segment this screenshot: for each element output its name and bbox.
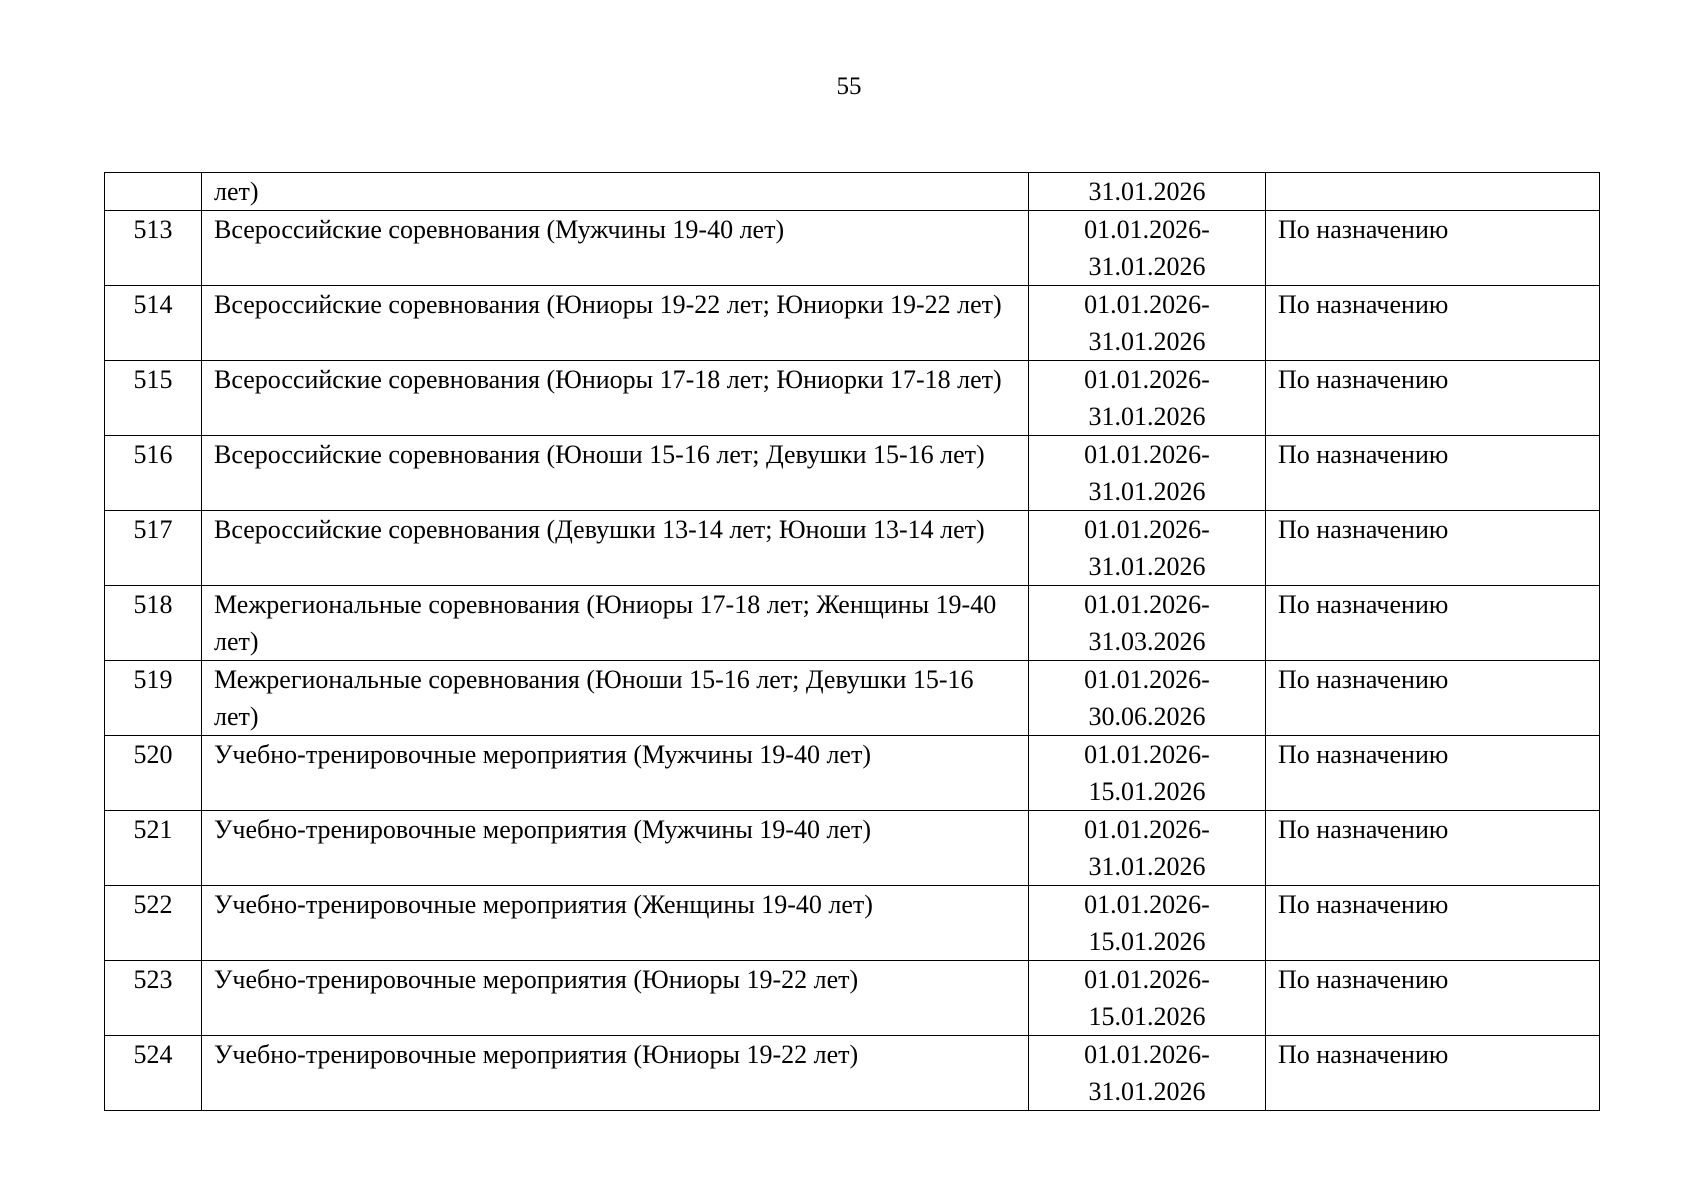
event-name-cell: лет) [202,173,1029,211]
row-number-cell: 519 [105,661,202,736]
event-date-cell: 01.01.2026- 31.01.2026 [1029,436,1266,511]
event-note-cell: По назначению [1266,811,1600,886]
event-name-cell: Учебно-тренировочные мероприятия (Женщины 19-40 лет) [202,886,1029,961]
event-date-cell: 01.01.2026- 31.01.2026 [1029,211,1266,286]
event-date-cell: 01.01.2026- 15.01.2026 [1029,961,1266,1036]
table-body [105,173,1600,1111]
event-name-cell: Учебно-тренировочные мероприятия (Юниоры 19-22 лет) [202,961,1029,1036]
event-date-cell: 01.01.2026- 15.01.2026 [1029,886,1266,961]
event-date-cell: 01.01.2026- 31.01.2026 [1029,286,1266,361]
table-row-continuation [105,173,1600,211]
event-note-cell: По назначению [1266,961,1600,1036]
event-note-cell: По назначению [1266,586,1600,661]
event-date-cell: 01.01.2026- 30.06.2026 [1029,661,1266,736]
table-row [105,586,1600,661]
event-date-cell: 31.01.2026 [1029,173,1266,211]
event-date-cell: 01.01.2026- 31.01.2026 [1029,511,1266,586]
event-name-cell: Всероссийские соревнования (Юноши 15-16 лет; Девушки 15-16 лет) [202,436,1029,511]
table-row [105,661,1600,736]
table-row [105,511,1600,586]
table-row [105,811,1600,886]
event-note-cell: По назначению [1266,886,1600,961]
table-row [105,961,1600,1036]
event-date-cell: 01.01.2026- 31.01.2026 [1029,811,1266,886]
event-name-cell: Межрегиональные соревнования (Юноши 15-16 лет; Девушки 15-16 лет) [202,661,1029,736]
row-number-cell: 517 [105,511,202,586]
event-note-cell: По назначению [1266,736,1600,811]
event-note-cell: По назначению [1266,211,1600,286]
row-number-cell: 524 [105,1036,202,1111]
event-name-cell: Всероссийские соревнования (Девушки 13-14 лет; Юноши 13-14 лет) [202,511,1029,586]
table-row [105,886,1600,961]
event-name-cell: Всероссийские соревнования (Мужчины 19-40 лет) [202,211,1029,286]
event-name-cell: Учебно-тренировочные мероприятия (Юниоры 19-22 лет) [202,1036,1029,1111]
event-date-cell: 01.01.2026- 31.01.2026 [1029,1036,1266,1111]
event-date-cell: 01.01.2026- 31.03.2026 [1029,586,1266,661]
row-number-cell: 523 [105,961,202,1036]
row-number-cell: 514 [105,286,202,361]
event-name-cell: Учебно-тренировочные мероприятия (Мужчины 19-40 лет) [202,811,1029,886]
events-table [104,172,1600,1111]
event-date-cell: 01.01.2026- 15.01.2026 [1029,736,1266,811]
row-number-cell [105,173,202,211]
table-row [105,211,1600,286]
table-row [105,286,1600,361]
event-note-cell: По назначению [1266,361,1600,436]
event-note-cell: По назначению [1266,436,1600,511]
event-name-cell: Межрегиональные соревнования (Юниоры 17-18 лет; Женщины 19-40 лет) [202,586,1029,661]
event-name-cell: Всероссийские соревнования (Юниоры 19-22 лет; Юниорки 19-22 лет) [202,286,1029,361]
table-row [105,736,1600,811]
event-note-cell: По назначению [1266,286,1600,361]
table-row [105,361,1600,436]
row-number-cell: 513 [105,211,202,286]
event-note-cell: По назначению [1266,661,1600,736]
row-number-cell: 515 [105,361,202,436]
row-number-cell: 516 [105,436,202,511]
event-note-cell: По назначению [1266,511,1600,586]
row-number-cell: 521 [105,811,202,886]
event-name-cell: Учебно-тренировочные мероприятия (Мужчины 19-40 лет) [202,736,1029,811]
row-number-cell: 518 [105,586,202,661]
event-note-cell: По назначению [1266,1036,1600,1111]
row-number-cell: 522 [105,886,202,961]
page-number: 55 [836,73,862,100]
row-number-cell: 520 [105,736,202,811]
event-note-cell [1266,173,1600,211]
event-date-cell: 01.01.2026- 31.01.2026 [1029,361,1266,436]
table-row [105,1036,1600,1111]
table-row [105,436,1600,511]
event-name-cell: Всероссийские соревнования (Юниоры 17-18 лет; Юниорки 17-18 лет) [202,361,1029,436]
